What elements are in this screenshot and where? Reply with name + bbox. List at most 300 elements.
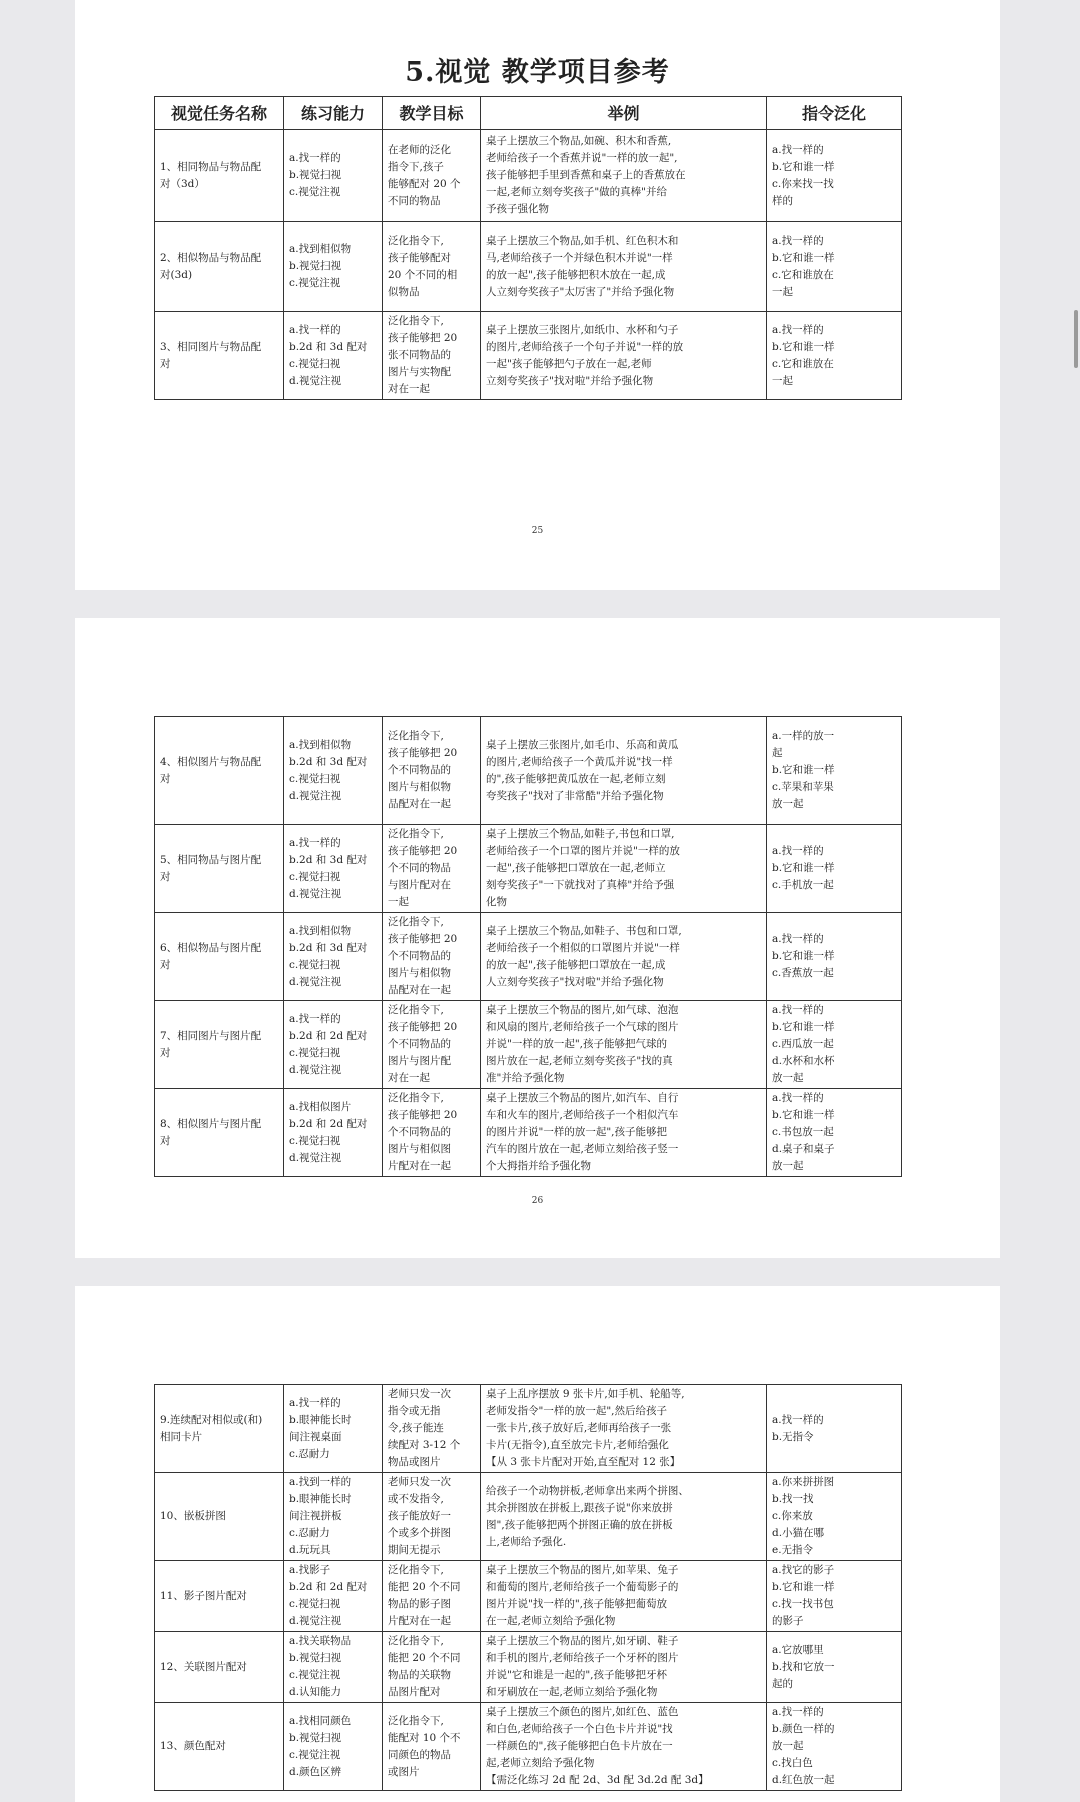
cell-text-line: 一起	[772, 374, 793, 387]
cell-text-line: d.红色放一起	[772, 1774, 835, 1786]
cell-text-line: 期间无提示	[388, 1544, 441, 1556]
cell-text-line: 一张卡片,孩子放好后,老师再给孩子一张	[486, 1422, 672, 1434]
cell-text-line: 桌子上乱序摆放 9 张卡片,如手机、轮船等,	[486, 1388, 685, 1400]
cell-text-line: 准"并给予强化物	[486, 1072, 565, 1084]
cell-text-line: 放一起	[772, 798, 804, 810]
cell-text-line: 一起	[772, 285, 793, 298]
cell-text-line: a.找到一样的	[289, 1476, 352, 1488]
cell-text-line: 孩子能够把 20	[388, 747, 458, 759]
cell-text-line: 马,老师给孩子一个并绿色积木并说"一样	[486, 251, 673, 264]
cell-text-line: 【从 3 张卡片配对开始,直至配对 12 张】	[486, 1456, 681, 1468]
cell-text-line: 起	[772, 747, 783, 759]
header-task-name: 视觉任务名称	[155, 97, 284, 130]
cell-generalize	[767, 1561, 902, 1632]
cell-text-line: 桌子上摆放三个物品的图片,如汽车、自行	[486, 1092, 679, 1104]
cell-text-line: 和葡萄的图片,老师给孩子一个葡萄影子的	[486, 1581, 679, 1593]
cell-text-line: 【需泛化练习 2d 配 2d、3d 配 3d.2d 配 3d】	[486, 1774, 709, 1786]
cell-goal	[383, 913, 481, 1001]
cell-text-line: 刻夸奖孩子"一下就找对了真棒"并给予强	[486, 879, 675, 891]
cell-text-line: 品配对在一起	[388, 798, 451, 810]
cell-text-line: a.一样的放一	[772, 730, 835, 742]
cell-text-line: 桌子上摆放三个物品的图片,如气球、泡泡	[486, 1004, 679, 1016]
cell-text-line: c.你来找一找	[772, 177, 834, 190]
cell-text-line: c.香蕉放一起	[772, 967, 834, 979]
cell-text-line: 泛化指令下,	[388, 1714, 444, 1727]
cell-text-line: a.找一样的	[772, 323, 824, 336]
cell-text-line: c.你来放	[772, 1510, 813, 1522]
table-body	[155, 717, 902, 1177]
cell-example	[481, 130, 767, 222]
cell-text-line: 间注视桌面	[289, 1430, 342, 1443]
table-row	[155, 825, 902, 913]
cell-example	[481, 222, 767, 312]
cell-text-line: 令,孩子能连	[388, 1422, 444, 1434]
cell-text-line: 样的	[772, 194, 793, 207]
cell-example	[481, 1561, 767, 1632]
cell-text-line: 个不同物品的	[388, 1126, 451, 1138]
cell-text-line: 6、相似物品与图片配	[160, 941, 262, 954]
header-ability: 练习能力	[284, 97, 383, 130]
cell-text-line: 桌子上摆放三个物品的图片,如牙刷、鞋子	[486, 1635, 679, 1647]
cell-text-line: c.视觉注视	[289, 277, 341, 289]
cell-generalize	[767, 222, 902, 312]
cell-text-line: 桌子上摆放三张图片,如纸巾、水杯和勺子	[486, 323, 679, 336]
cell-task-name	[155, 1385, 284, 1473]
cell-text-line: b.它和谁一样	[772, 862, 835, 874]
cell-text-line: 一起,老师立刻夸奖孩子"做的真棒"并给	[486, 186, 667, 198]
cell-text-line: 上,老师给予强化.	[486, 1535, 567, 1548]
cell-text-line: b.眼神能长时	[289, 1413, 352, 1426]
header-generalize: 指令泛化	[767, 97, 902, 130]
cell-text-line: 桌子上摆放三个物品的图片,如苹果、兔子	[486, 1564, 679, 1576]
cell-text-line: a.找一样的	[772, 143, 824, 156]
cell-text-line: 图片与相似图	[388, 1143, 451, 1155]
cell-text-line: 桌子上摆放三个颜色的图片,如红色、蓝色	[486, 1706, 679, 1718]
cell-text-line: 不同的物品	[388, 194, 441, 207]
cell-text-line: a.找到相似物	[289, 924, 352, 937]
cell-text-line: d.桌子和桌子	[772, 1143, 835, 1155]
cell-text-line: a.找相似图片	[289, 1100, 352, 1113]
cell-task-name	[155, 1089, 284, 1177]
cell-text-line: 给孩子一个动物拼板,老师拿出来两个拼图、	[486, 1484, 689, 1497]
cell-text-line: 对(3d)	[160, 268, 193, 281]
cell-text-line: 20 个不同的相	[388, 268, 458, 281]
cell-text-line: b.视觉扫视	[289, 1652, 342, 1664]
cell-text-line: 8、相似图片与图片配	[160, 1117, 262, 1130]
cell-text-line: 7、相同图片与图片配	[160, 1029, 262, 1042]
cell-text-line: b.它和谁一样	[772, 1021, 835, 1033]
cell-text-line: b.它和谁一样	[772, 950, 835, 962]
cell-text-line: c.手机放一起	[772, 879, 834, 891]
cell-goal	[383, 1703, 481, 1791]
cell-text-line: 图",孩子能够把两个拼图正确的放在拼板	[486, 1518, 673, 1531]
cell-generalize	[767, 1632, 902, 1703]
table-row	[155, 312, 902, 400]
cell-text-line: c.视觉注视	[289, 186, 341, 198]
cell-text-line: 似物品	[388, 285, 420, 298]
cell-text-line: 的图片并说"一样的放一起",孩子能够把	[486, 1126, 667, 1138]
cell-text-line: a.找关联物品	[289, 1635, 352, 1647]
cell-text-line: 5、相同物品与图片配	[160, 853, 262, 866]
cell-text-line: 10、嵌板拼图	[160, 1510, 226, 1522]
cell-text-line: c.找白色	[772, 1757, 813, 1769]
cell-ability	[284, 312, 383, 400]
cell-ability	[284, 222, 383, 312]
cell-text-line: 化物	[486, 896, 507, 908]
cell-text-line: 12、关联图片配对	[160, 1660, 247, 1673]
cell-text-line: a.找到相似物	[289, 738, 352, 751]
cell-generalize	[767, 1001, 902, 1089]
cell-text-line: d.视觉注视	[289, 1615, 342, 1627]
cell-text-line: c.视觉扫视	[289, 1046, 341, 1059]
cell-text-line: 和牙刷放在一起,老师立刻给予强化物	[486, 1686, 658, 1698]
cell-task-name	[155, 1632, 284, 1703]
cell-text-line: a.找影子	[289, 1564, 331, 1576]
table-row	[155, 913, 902, 1001]
cell-text-line: 和白色,老师给孩子一个白色卡片并说"找	[486, 1723, 673, 1735]
cell-text-line: 桌子上摆放三个物品,如鞋子、书包和口罩,	[486, 924, 682, 937]
cell-text-line: 2、相似物品与物品配	[160, 251, 262, 264]
cell-text-line: b.视觉扫视	[289, 1731, 342, 1744]
cell-goal	[383, 130, 481, 222]
cell-text-line: c.视觉扫视	[289, 870, 341, 883]
cell-text-line: e.无指令	[772, 1544, 814, 1556]
cell-text-line: 指令下,孩子	[388, 160, 444, 173]
cell-task-name	[155, 1473, 284, 1561]
cell-text-line: 对	[160, 1134, 171, 1147]
cell-text-line: a.找一样的	[772, 234, 824, 247]
cell-text-line: 孩子能放好一	[388, 1510, 451, 1522]
cell-example	[481, 825, 767, 913]
cell-text-line: c.西瓜放一起	[772, 1038, 834, 1050]
cell-text-line: 能把 20 个不同	[388, 1581, 461, 1593]
cell-text-line: 片配对在一起	[388, 1615, 451, 1627]
cell-goal	[383, 717, 481, 825]
cell-text-line: 在一起,老师立刻给予强化物	[486, 1615, 616, 1627]
cell-text-line: 老师给孩子一个香蕉并说"一样的放一起",	[486, 152, 678, 164]
cell-text-line: c.忍耐力	[289, 1447, 330, 1460]
cell-text-line: 泛化指令下,	[388, 916, 444, 928]
cell-text-line: b.眼神能长时	[289, 1493, 352, 1505]
document-page-27	[75, 1286, 1000, 1802]
cell-text-line: 老师发指令"一样的放一起",然后给孩子	[486, 1405, 667, 1417]
cell-ability	[284, 1561, 383, 1632]
cell-text-line: c.书包放一起	[772, 1126, 834, 1138]
cell-text-line: 人立刻夸奖孩子"太厉害了"并给予强化物	[486, 285, 675, 298]
cell-generalize	[767, 1385, 902, 1473]
cell-text-line: 起的	[772, 1677, 793, 1690]
cell-text-line: 老师只发一次	[388, 1388, 451, 1400]
cell-text-line: 图片与图片配	[388, 1055, 451, 1067]
cell-text-line: d.认知能力	[289, 1686, 342, 1698]
cell-text-line: 放一起	[772, 1072, 804, 1084]
cell-text-line: 泛化指令下,	[388, 1564, 444, 1576]
cell-text-line: 对在一起	[388, 383, 430, 395]
cell-text-line: a.找一样的	[289, 323, 341, 336]
cell-text-line: a.你来拼拼图	[772, 1476, 835, 1488]
cell-example	[481, 1703, 767, 1791]
cell-example	[481, 717, 767, 825]
cell-task-name	[155, 1561, 284, 1632]
cell-text-line: 的图片,老师给孩子一个句子并说"一样的放	[486, 340, 684, 353]
cell-text-line: 或不发指令,	[388, 1493, 444, 1505]
cell-text-line: 孩子能够把 20	[388, 332, 458, 344]
cell-text-line: 同颜色的物品	[388, 1748, 451, 1761]
cell-text-line: 其余拼图放在拼板上,跟孩子说"你来放拼	[486, 1501, 673, 1514]
cell-ability	[284, 913, 383, 1001]
cell-text-line: 并说"一样的放一起",孩子能够把气球的	[486, 1038, 667, 1050]
teaching-reference-table	[154, 1384, 902, 1791]
cell-goal	[383, 312, 481, 400]
table-row	[155, 1703, 902, 1791]
cell-text-line: 的放一起",孩子能够把口罩放在一起,成	[486, 958, 666, 971]
cell-text-line: 孩子能够配对	[388, 251, 451, 264]
cell-text-line: 放一起	[772, 1160, 804, 1172]
table-row	[155, 222, 902, 312]
cell-text-line: 个大拇指并给予强化物	[486, 1160, 591, 1172]
table-row	[155, 1089, 902, 1177]
cell-text-line: b.无指令	[772, 1430, 814, 1443]
cell-task-name	[155, 1703, 284, 1791]
cell-text-line: c.视觉注视	[289, 1748, 341, 1761]
cell-text-line: 图片放在一起,老师立刻夸奖孩子"找的真	[486, 1055, 673, 1067]
cell-text-line: 3、相同图片与物品配	[160, 340, 262, 353]
cell-text-line: 物品的关联物	[388, 1669, 451, 1681]
cell-text-line: 个或多个拼图	[388, 1527, 451, 1539]
cell-task-name	[155, 717, 284, 825]
cell-text-line: 孩子能够把 20	[388, 933, 458, 945]
cell-goal	[383, 825, 481, 913]
cell-text-line: b.它和谁一样	[772, 1581, 835, 1593]
cell-text-line: c.视觉扫视	[289, 772, 341, 785]
cell-text-line: 夸奖孩子"找对了非常酷"并给予强化物	[486, 789, 664, 802]
cell-example	[481, 312, 767, 400]
page-number: 26	[531, 1196, 544, 1206]
cell-text-line: c.它和谁放在	[772, 357, 834, 370]
cell-text-line: 和风扇的图片,老师给孩子一个气球的图片	[486, 1021, 679, 1033]
cell-text-line: d.小猫在哪	[772, 1527, 825, 1539]
cell-text-line: 的图片,老师给孩子一个黄瓜并说"找一样	[486, 755, 673, 768]
cell-text-line: 续配对 3-12 个	[388, 1439, 461, 1451]
cell-text-line: 片配对在一起	[388, 1160, 451, 1172]
header-goal: 教学目标	[383, 97, 481, 130]
cell-text-line: b.2d 和 3d 配对	[289, 340, 368, 353]
cell-text-line: a.找一样的	[772, 1706, 824, 1718]
cell-task-name	[155, 913, 284, 1001]
cell-text-line: d.视觉注视	[289, 1151, 342, 1164]
cell-text-line: d.颜色区辨	[289, 1765, 342, 1778]
cell-text-line: b.找和它放一	[772, 1660, 835, 1673]
teaching-reference-table	[154, 716, 902, 1177]
cell-text-line: 对在一起	[388, 1072, 430, 1084]
table-row	[155, 1385, 902, 1473]
page-title: 5.视觉 教学项目参考	[405, 57, 670, 88]
cell-text-line: 立刻夸奖孩子"找对啦"并给予强化物	[486, 374, 654, 387]
cell-ability	[284, 1001, 383, 1089]
cell-text-line: 11、影子图片配对	[160, 1589, 247, 1602]
cell-text-line: 对	[160, 772, 171, 785]
table-row	[155, 130, 902, 222]
cell-text-line: 能够配对 20 个	[388, 177, 461, 190]
cell-text-line: 泛化指令下,	[388, 234, 444, 247]
cell-text-line: 能把 20 个不同	[388, 1652, 461, 1664]
cell-text-line: 品图片配对	[388, 1686, 441, 1698]
table-row	[155, 1632, 902, 1703]
cell-generalize	[767, 1473, 902, 1561]
cell-text-line: 予孩子强化物	[486, 203, 549, 215]
cell-text-line: a.找一样的	[289, 152, 341, 164]
cell-text-line: a.找一样的	[772, 845, 824, 857]
cell-text-line: 泛化指令下,	[388, 315, 444, 327]
cell-text-line: 4、相似图片与物品配	[160, 755, 262, 768]
cell-text-line: 的放一起",孩子能够把积木放在一起,成	[486, 268, 666, 281]
cell-text-line: 对	[160, 958, 171, 971]
cell-generalize	[767, 825, 902, 913]
cell-text-line: 在老师的泛化	[388, 143, 451, 156]
cell-text-line: a.找相同颜色	[289, 1714, 352, 1727]
cell-ability	[284, 1703, 383, 1791]
cell-text-line: 或图片	[388, 1765, 420, 1778]
cell-text-line: b.它和谁一样	[772, 764, 835, 776]
cell-text-line: b.2d 和 2d 配对	[289, 1029, 368, 1042]
cell-text-line: c.视觉注视	[289, 1669, 341, 1681]
cell-task-name	[155, 130, 284, 222]
cell-text-line: c.视觉扫视	[289, 958, 341, 971]
cell-text-line: b.它和谁一样	[772, 1109, 835, 1121]
cell-text-line: 放一起	[772, 1740, 804, 1752]
cell-text-line: 一起"孩子能够把勺子放在一起,老师	[486, 357, 652, 370]
table-row	[155, 1473, 902, 1561]
cell-text-line: 桌子上摆放三张图片,如毛巾、乐高和黄瓜	[486, 738, 679, 751]
cell-ability	[284, 1473, 383, 1561]
cell-text-line: 孩子能够把 20	[388, 845, 458, 857]
cell-text-line: b.2d 和 3d 配对	[289, 853, 368, 866]
header-example: 举例	[481, 97, 767, 130]
table-header-row	[155, 97, 902, 130]
cell-example	[481, 1632, 767, 1703]
document-page-26	[75, 618, 1000, 1258]
cell-goal	[383, 1473, 481, 1561]
cell-text-line: 老师只发一次	[388, 1476, 451, 1488]
cell-text-line: b.2d 和 3d 配对	[289, 941, 368, 954]
cell-text-line: c.视觉扫视	[289, 1134, 341, 1147]
cell-generalize	[767, 1703, 902, 1791]
cell-text-line: 起,老师立刻给予强化物	[486, 1757, 595, 1769]
cell-text-line: 个不同物品的	[388, 950, 451, 962]
cell-text-line: 间注视拼板	[289, 1510, 342, 1522]
cell-text-line: 汽车的图片放在一起,老师立刻给孩子竖一	[486, 1143, 679, 1155]
vertical-scrollbar[interactable]	[1074, 310, 1078, 368]
cell-text-line: c.它和谁放在	[772, 268, 834, 281]
cell-generalize	[767, 312, 902, 400]
cell-text-line: c.视觉扫视	[289, 357, 341, 370]
cell-text-line: b.它和谁一样	[772, 160, 835, 173]
cell-text-line: d.视觉注视	[289, 887, 342, 900]
cell-text-line: d.视觉注视	[289, 1063, 342, 1076]
cell-goal	[383, 1632, 481, 1703]
cell-text-line: 桌子上摆放三个物品,如碗、积木和香蕉,	[486, 135, 672, 147]
cell-text-line: a.找到相似物	[289, 243, 352, 255]
cell-text-line: a.找一样的	[772, 933, 824, 945]
cell-text-line: b.2d 和 2d 配对	[289, 1581, 368, 1593]
cell-text-line: 图片与相似物	[388, 781, 451, 793]
table-body	[155, 1385, 902, 1791]
cell-text-line: 并说"它和谁是一起的",孩子能够把牙杯	[486, 1669, 667, 1681]
cell-text-line: a.找一样的	[289, 1012, 341, 1025]
cell-text-line: a.找它的影子	[772, 1564, 835, 1576]
cell-ability	[284, 130, 383, 222]
cell-goal	[383, 1089, 481, 1177]
cell-text-line: c.找一找书包	[772, 1598, 834, 1610]
cell-example	[481, 1001, 767, 1089]
cell-text-line: c.苹果和苹果	[772, 781, 834, 793]
cell-text-line: 桌子上摆放三个物品,如鞋子,书包和口罩,	[486, 828, 675, 840]
cell-text-line: 泛化指令下,	[388, 1004, 444, 1016]
cell-task-name	[155, 1001, 284, 1089]
cell-text-line: a.找一样的	[289, 1396, 341, 1409]
cell-text-line: b.它和谁一样	[772, 251, 835, 264]
cell-goal	[383, 1561, 481, 1632]
cell-text-line: 车和火车的图片,老师给孩子一个相似汽车	[486, 1109, 679, 1121]
cell-example	[481, 1385, 767, 1473]
cell-text-line: c.视觉扫视	[289, 1598, 341, 1610]
cell-text-line: 能配对 10 个不	[388, 1731, 461, 1744]
cell-example	[481, 913, 767, 1001]
cell-text-line: 泛化指令下,	[388, 1092, 444, 1104]
cell-generalize	[767, 1089, 902, 1177]
cell-generalize	[767, 913, 902, 1001]
cell-text-line: 人立刻夸奖孩子"找对啦"并给予强化物	[486, 975, 664, 988]
cell-text-line: 泛化指令下,	[388, 828, 444, 840]
cell-text-line: 老师给孩子一个口罩的图片并说"一样的放	[486, 845, 680, 857]
cell-generalize	[767, 717, 902, 825]
table-row	[155, 717, 902, 825]
cell-text-line: d.视觉注视	[289, 975, 342, 988]
cell-goal	[383, 1001, 481, 1089]
cell-text-line: 卡片(无指令),直至放完卡片,老师给强化	[486, 1439, 669, 1451]
cell-example	[481, 1089, 767, 1177]
cell-text-line: 孩子能够把手里到香蕉和桌子上的香蕉放在	[486, 169, 686, 181]
cell-text-line: 一起",孩子能够把口罩放在一起,老师立	[486, 862, 666, 874]
cell-text-line: 的影子	[772, 1615, 804, 1627]
cell-text-line: 和手机的图片,老师给孩子一个牙杯的图片	[486, 1652, 679, 1664]
cell-ability	[284, 717, 383, 825]
cell-text-line: 13、颜色配对	[160, 1740, 226, 1752]
table-body	[155, 130, 902, 400]
cell-text-line: a.找一样的	[772, 1092, 824, 1104]
cell-text-line: 对	[160, 357, 171, 370]
cell-task-name	[155, 222, 284, 312]
cell-text-line: 与图片配对在	[388, 879, 451, 891]
cell-text-line: b.视觉扫视	[289, 260, 342, 272]
cell-text-line: 孩子能够把 20	[388, 1021, 458, 1033]
cell-ability	[284, 825, 383, 913]
table-row	[155, 1561, 902, 1632]
cell-text-line: 个不同物品的	[388, 1038, 451, 1050]
cell-text-line: 泛化指令下,	[388, 1635, 444, 1647]
cell-text-line: d.水杯和水杯	[772, 1055, 835, 1067]
cell-text-line: 泛化指令下,	[388, 730, 444, 742]
cell-text-line: d.视觉注视	[289, 789, 342, 802]
cell-text-line: 的",孩子能够把黄瓜放在一起,老师立刻	[486, 772, 666, 785]
cell-text-line: 指令或无指	[388, 1405, 441, 1417]
cell-text-line: 一起	[388, 896, 409, 908]
cell-task-name	[155, 312, 284, 400]
cell-text-line: a.它放哪里	[772, 1643, 824, 1656]
cell-text-line: 品配对在一起	[388, 984, 451, 996]
cell-text-line: a.找一样的	[772, 1413, 824, 1426]
cell-text-line: 个不同的物品	[388, 862, 451, 874]
